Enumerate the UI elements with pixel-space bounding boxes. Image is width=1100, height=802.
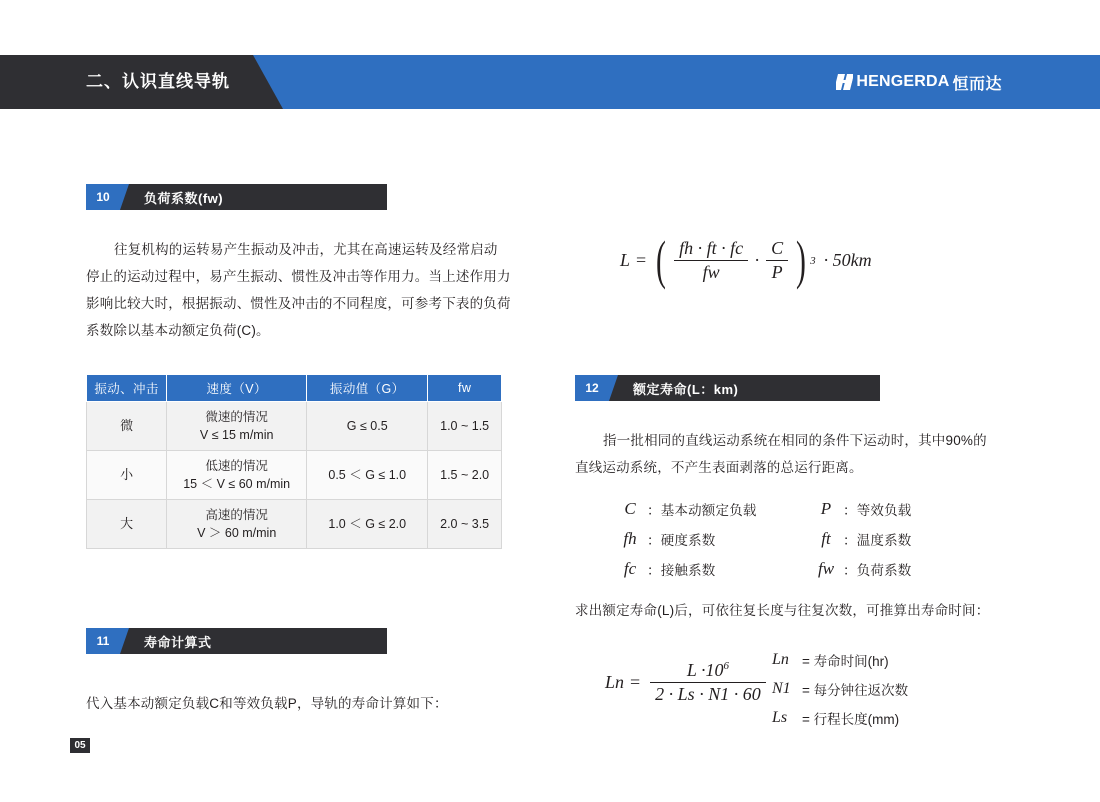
brand-mark-icon <box>836 73 853 91</box>
legend-row <box>772 645 908 674</box>
table-header-cell-2: 振动值（G） <box>307 375 428 402</box>
formula-L-dot: · <box>754 250 761 270</box>
formula-Ln-denominator: 2 · Ls · N1 · 60 <box>655 684 761 704</box>
legend-symbol: C <box>624 499 636 518</box>
section-heading-10 <box>86 184 387 210</box>
section-label-10: 负荷系数(fw) <box>144 190 224 206</box>
legend-symbol: fc <box>623 559 637 578</box>
formula-rated-life <box>620 230 872 291</box>
legend-text: ：接触系数 <box>647 563 716 578</box>
legend-col-left <box>613 499 809 519</box>
table-cell-gvalue: G ≤ 0.5 <box>307 402 428 451</box>
table-cell-speed-line1: 高速的情况 <box>205 508 268 522</box>
formula-L-num-1: fh · ft · fc <box>674 238 748 261</box>
legend-text: = 每分钟往返次数 <box>802 682 909 698</box>
formula-Ln-numerator-sup: 6 <box>723 660 730 672</box>
legend-symbol: Ls <box>772 708 788 726</box>
legend-col-right <box>809 559 1005 579</box>
formula-L-open-paren: ( <box>656 230 667 291</box>
legend-row <box>613 524 1013 554</box>
table-cell-speed <box>167 500 307 549</box>
paragraph-11: 代入基本动额定负载C和等效负载P，导轨的寿命计算如下： <box>86 696 448 711</box>
formula-L-den-1: fw <box>702 262 720 282</box>
legend-symbol: N1 <box>772 679 791 697</box>
formula-Ln-numerator <box>650 660 766 683</box>
section-number-11: 11 <box>86 628 120 654</box>
paragraph-12: 指一批相同的直线运动系统在相同的条件下运动时，其中90%的直线运动系统，不产生表面剥落的总运行距离。 <box>575 433 987 475</box>
legend-text: ：基本动额定负载 <box>647 503 757 518</box>
formula-L-exponent: 3 <box>810 254 816 267</box>
legend-text: ：负荷系数 <box>843 563 912 578</box>
formula-L-fraction-2 <box>766 238 788 283</box>
formula-L-tail: · 50km <box>823 250 872 270</box>
table-cell-speed-line2: V ≤ 15 m/min <box>199 428 274 442</box>
legend-row <box>613 554 1013 584</box>
legend-row <box>613 494 1013 524</box>
paragraph-12b: 求出额定寿命(L)后，可依往复长度与往复次数，可推算出寿命时间： <box>575 603 990 618</box>
section-label-12: 额定寿命(L：km) <box>633 381 739 397</box>
formula-L-num-2: C <box>766 238 788 261</box>
table-cell-vibration: 小 <box>87 451 167 500</box>
formula-Ln-numerator-text: L ·10 <box>686 660 724 680</box>
formula-L-lhs: L <box>620 250 631 270</box>
legend-symbol: fw <box>817 559 835 578</box>
formula-L-den-2: P <box>771 262 783 282</box>
table-cell-fw: 1.0 ~ 1.5 <box>428 402 502 451</box>
legend-text: ：硬度系数 <box>647 533 716 548</box>
section-number-10: 10 <box>86 184 120 210</box>
brand-name-cn: 恒而达 <box>952 75 1002 93</box>
table-cell-speed <box>167 402 307 451</box>
section-label-11: 寿命计算式 <box>144 634 212 650</box>
legend-col-left <box>613 529 809 549</box>
legend-col-left <box>613 559 809 579</box>
page-number: 05 <box>70 738 90 753</box>
legend-text: = 寿命时间(hr) <box>802 653 889 669</box>
table-cell-fw: 2.0 ~ 3.5 <box>428 500 502 549</box>
table-header-row <box>87 375 502 402</box>
formula-life-time <box>605 660 770 705</box>
table-cell-vibration: 微 <box>87 402 167 451</box>
page-title: 二、认识直线导轨 <box>86 72 230 91</box>
legend-symbol: ft <box>821 529 831 548</box>
formula-Ln-lhs: Ln <box>605 672 625 692</box>
legend-row <box>772 674 908 703</box>
legend-col-right <box>809 499 1005 519</box>
legend-text: ：等效负载 <box>843 503 912 518</box>
load-factor-table <box>86 374 502 549</box>
brand-name-en: HENGERDA <box>856 73 950 90</box>
section-number-12: 12 <box>575 375 609 401</box>
table-row <box>87 402 502 451</box>
legend-symbol: P <box>820 499 832 518</box>
legend-symbol: Ln <box>772 650 789 668</box>
table-header-cell-0: 振动、冲击 <box>87 375 167 402</box>
brand-logo <box>836 70 1002 94</box>
formula-Ln-fraction <box>650 660 766 705</box>
formula-L-fraction-1 <box>674 238 748 283</box>
table-cell-speed <box>167 451 307 500</box>
table-cell-vibration: 大 <box>87 500 167 549</box>
legend-col-right <box>809 529 1005 549</box>
table-cell-gvalue: 0.5 ＜ G ≤ 1.0 <box>307 451 428 500</box>
legend-row <box>772 703 908 732</box>
symbol-legend <box>613 494 1013 584</box>
section-heading-12 <box>575 375 880 401</box>
table-cell-speed-line1: 微速的情况 <box>205 410 268 424</box>
section-heading-11 <box>86 628 387 654</box>
table-row <box>87 451 502 500</box>
legend-symbol: fh <box>623 529 637 548</box>
table-header-cell-1: 速度（V） <box>167 375 307 402</box>
formula-L-equals: = <box>636 250 647 270</box>
formula-L-close-paren: ) <box>796 230 807 291</box>
paragraph-10: 往复机构的运转易产生振动及冲击，尤其在高速运转及经常启动停止的运动过程中，易产生振动、惯性及冲击等作用力。当上述作用力影响比较大时，根据振动、惯性及冲击的不同程度，可参考下表的负荷系数除以基本动额定负荷(C)。 <box>86 242 511 338</box>
table-cell-speed-line2: V ＞ 60 m/min <box>197 526 277 540</box>
table-cell-speed-line2: 15 ＜ V ≤ 60 m/min <box>183 477 291 491</box>
table-cell-speed-line1: 低速的情况 <box>205 459 268 473</box>
legend-text: ：温度系数 <box>843 533 912 548</box>
page-header <box>0 55 1100 109</box>
formula-Ln-equals: = <box>630 672 641 692</box>
table-header-cell-3: fw <box>428 375 502 402</box>
life-time-legend <box>772 645 908 732</box>
table-cell-fw: 1.5 ~ 2.0 <box>428 451 502 500</box>
table-row <box>87 500 502 549</box>
table-cell-gvalue: 1.0 ＜ G ≤ 2.0 <box>307 500 428 549</box>
legend-text: = 行程长度(mm) <box>802 711 900 727</box>
